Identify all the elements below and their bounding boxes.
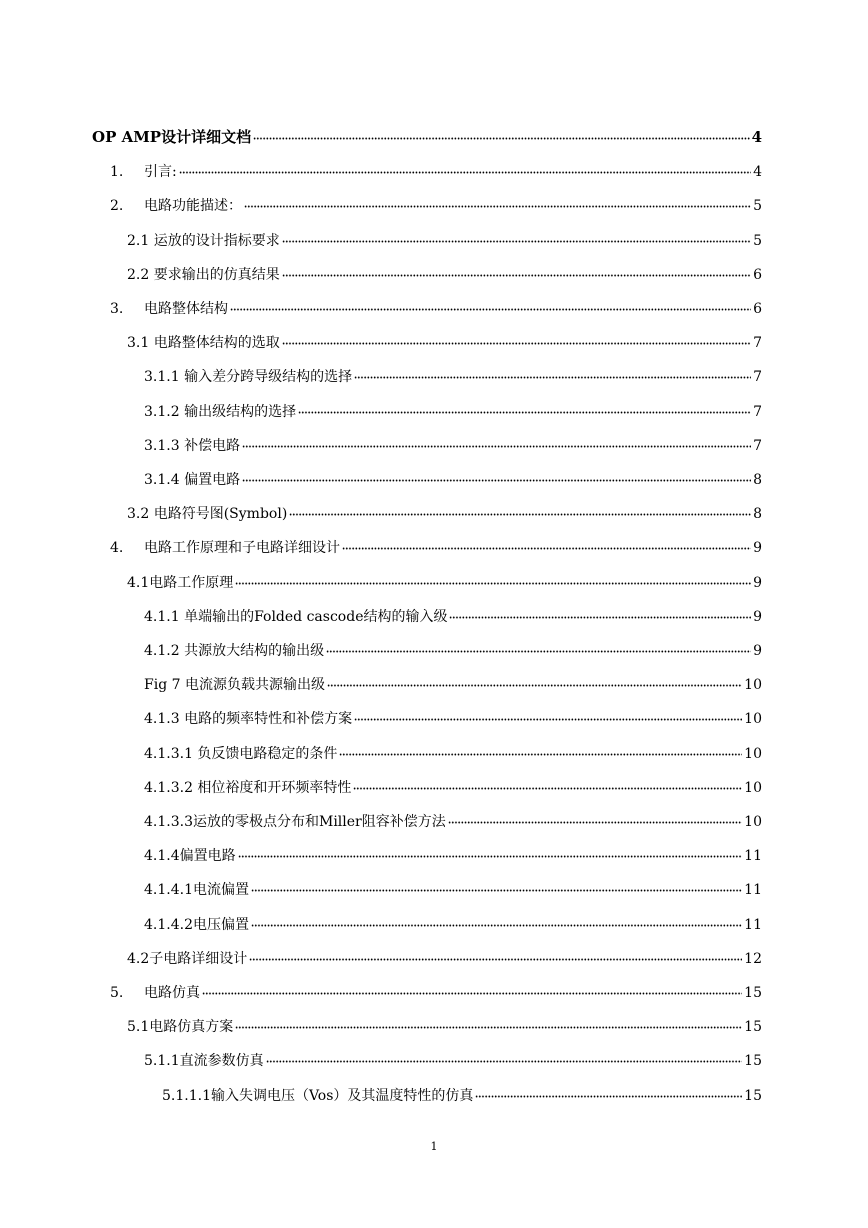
toc-entry[interactable] <box>110 534 762 557</box>
toc-entry-page: 15 <box>744 985 762 1001</box>
toc-entry-title: 4.1电路工作原理 <box>127 574 234 591</box>
toc-entry-title: 电路工作原理和子电路详细设计 <box>144 540 340 557</box>
toc-entry[interactable] <box>144 398 762 421</box>
toc-entry-page: 11 <box>744 916 762 933</box>
toc-entry-page: 5 <box>753 198 762 215</box>
dot-leader <box>298 398 751 416</box>
toc-entry-page: 9 <box>753 608 762 625</box>
dot-leader <box>253 124 749 142</box>
dot-leader <box>289 500 751 518</box>
toc-entry-page: 6 <box>753 266 762 283</box>
toc-entry-title: 4.1.3.3运放的零极点分布和Miller阻容补偿方法 <box>144 814 446 830</box>
toc-entry[interactable] <box>144 911 762 934</box>
toc-entry[interactable] <box>144 363 762 386</box>
toc-entry[interactable] <box>110 192 762 215</box>
toc-entry-page: 7 <box>753 369 762 386</box>
toc-entry-page: 7 <box>753 437 762 454</box>
dot-leader <box>242 432 751 450</box>
toc-entry-title: 4.1.4.2电压偏置 <box>144 916 249 933</box>
toc-entry-number: 3. <box>110 301 124 317</box>
toc-entry-title: 3.2 电路符号图(Symbol) <box>127 506 288 523</box>
toc-entry-page: 4 <box>753 164 762 181</box>
toc-entry-title: 3.1.3 补偿电路 <box>144 437 241 454</box>
toc-entry-title: 4.1.3.1 负反馈电路稳定的条件 <box>144 745 338 762</box>
toc-entry-title: 3.1 电路整体结构的选取 <box>127 335 280 352</box>
toc-entry-page: 8 <box>753 472 762 488</box>
toc-entry-title: 3.1.4 偏置电路 <box>144 472 241 488</box>
toc-entry-title: 3.1.1 输入差分跨导级结构的选择 <box>144 369 353 386</box>
toc-entry-title: 2.2 要求输出的仿真结果 <box>127 266 280 283</box>
toc-entry[interactable] <box>144 876 762 899</box>
toc-entry-title: 电路功能描述： <box>144 198 242 215</box>
toc-entry-page: 9 <box>753 574 762 591</box>
dot-leader <box>354 363 751 381</box>
toc-entry-title: 4.1.3.2 相位裕度和开环频率特性 <box>144 779 352 796</box>
toc-entry[interactable] <box>110 979 762 1002</box>
dot-leader <box>235 1013 742 1031</box>
toc-entry[interactable] <box>127 261 762 284</box>
dot-leader <box>475 1082 742 1100</box>
dot-leader <box>242 466 751 484</box>
toc-entry-title: 4.1.4.1电流偏置 <box>144 882 249 899</box>
toc-entry-title: 电路仿真 <box>144 985 200 1001</box>
toc-entry-number: 4. <box>110 540 124 557</box>
page-number: 1 <box>430 1140 438 1153</box>
dot-leader <box>326 637 751 655</box>
dot-leader <box>202 979 742 997</box>
toc-entry-title: 引言: <box>144 164 177 181</box>
dot-leader <box>238 842 743 860</box>
toc-entry-page: 15 <box>744 1087 762 1104</box>
toc-entry[interactable] <box>144 740 762 763</box>
dot-leader <box>354 705 742 723</box>
toc-entry-page: 9 <box>753 643 762 659</box>
toc-entry[interactable] <box>162 1082 762 1105</box>
toc-entry[interactable] <box>144 774 762 797</box>
toc-entry-page: 12 <box>744 950 762 967</box>
dot-leader <box>251 876 742 894</box>
dot-leader <box>266 1047 743 1065</box>
toc-entry-page: 5 <box>753 232 762 249</box>
toc-entry[interactable] <box>127 569 762 592</box>
toc-entry-number: 1. <box>110 164 124 181</box>
toc-entry-title: 4.1.1 单端输出的Folded cascode结构的输入级 <box>144 608 448 625</box>
dot-leader <box>235 569 751 587</box>
toc-entry-page: 8 <box>753 506 762 523</box>
toc-entry-page: 10 <box>744 677 762 694</box>
dot-leader <box>179 158 751 176</box>
toc-entry[interactable] <box>144 603 762 626</box>
toc-entry-title: 4.1.2 共源放大结构的输出级 <box>144 643 325 659</box>
toc-entry-page: 15 <box>744 1019 762 1036</box>
dot-leader <box>249 945 742 963</box>
toc-entry[interactable] <box>144 808 762 831</box>
toc-entry-page: 11 <box>744 882 762 899</box>
toc-entry-title: 4.1.3 电路的频率特性和补偿方案 <box>144 711 353 728</box>
toc-entry[interactable] <box>127 227 762 250</box>
toc-entry[interactable] <box>92 124 762 146</box>
toc-entry-page: 7 <box>753 403 762 420</box>
toc-entry-title: Fig 7 电流源负载共源输出级 <box>144 677 325 694</box>
toc-entry[interactable] <box>127 500 762 523</box>
dot-leader <box>282 261 751 279</box>
toc-entry[interactable] <box>144 466 762 489</box>
toc-entry-title: 5.1.1.1输入失调电压（Vos）及其温度特性的仿真 <box>162 1087 474 1104</box>
dot-leader <box>353 774 742 792</box>
toc-entry-number: 5. <box>110 985 124 1001</box>
toc-entry-page: 10 <box>744 745 762 762</box>
toc-entry[interactable] <box>127 1013 762 1036</box>
dot-leader <box>244 192 751 210</box>
toc-entry-page: 10 <box>744 711 762 728</box>
toc-entry[interactable] <box>144 842 762 865</box>
toc-entry-title: OP AMP设计详细文档 <box>92 128 252 146</box>
toc-entry[interactable] <box>144 432 762 455</box>
toc-entry-title: 4.2子电路详细设计 <box>127 950 248 967</box>
toc-entry-page: 10 <box>744 779 762 796</box>
toc-entry[interactable] <box>127 329 762 352</box>
toc-entry-number: 2. <box>110 198 124 215</box>
toc-entry[interactable] <box>144 705 762 728</box>
dot-leader <box>251 911 742 929</box>
toc-entry-title: 4.1.4偏置电路 <box>144 848 236 865</box>
dot-leader <box>342 534 751 552</box>
dot-leader <box>282 227 751 245</box>
toc-entry-page: 9 <box>753 540 762 557</box>
toc-entry-page: 4 <box>751 128 762 146</box>
toc-entry[interactable] <box>110 295 762 318</box>
toc-entry[interactable] <box>110 158 762 181</box>
dot-leader <box>230 295 751 313</box>
toc-entry-title: 5.1.1直流参数仿真 <box>144 1053 264 1070</box>
toc-entry[interactable] <box>144 637 762 660</box>
dot-leader <box>339 740 742 758</box>
toc-entry-title: 电路整体结构 <box>144 301 228 317</box>
toc-entry-page: 6 <box>753 301 762 317</box>
dot-leader <box>282 329 751 347</box>
toc-entry[interactable] <box>127 945 762 968</box>
toc-entry-page: 7 <box>753 335 762 352</box>
toc-entry-title: 2.1 运放的设计指标要求 <box>127 232 280 249</box>
toc-entry[interactable] <box>144 671 762 694</box>
toc-entry-page: 15 <box>744 1053 762 1070</box>
dot-leader <box>448 808 742 826</box>
dot-leader <box>327 671 742 689</box>
toc-entry-page: 10 <box>744 814 762 830</box>
dot-leader <box>449 603 751 621</box>
toc-entry-title: 5.1电路仿真方案 <box>127 1019 234 1036</box>
toc-entry[interactable] <box>144 1047 762 1070</box>
toc-entry-page: 11 <box>744 848 762 865</box>
toc-entry-title: 3.1.2 输出级结构的选择 <box>144 403 297 420</box>
